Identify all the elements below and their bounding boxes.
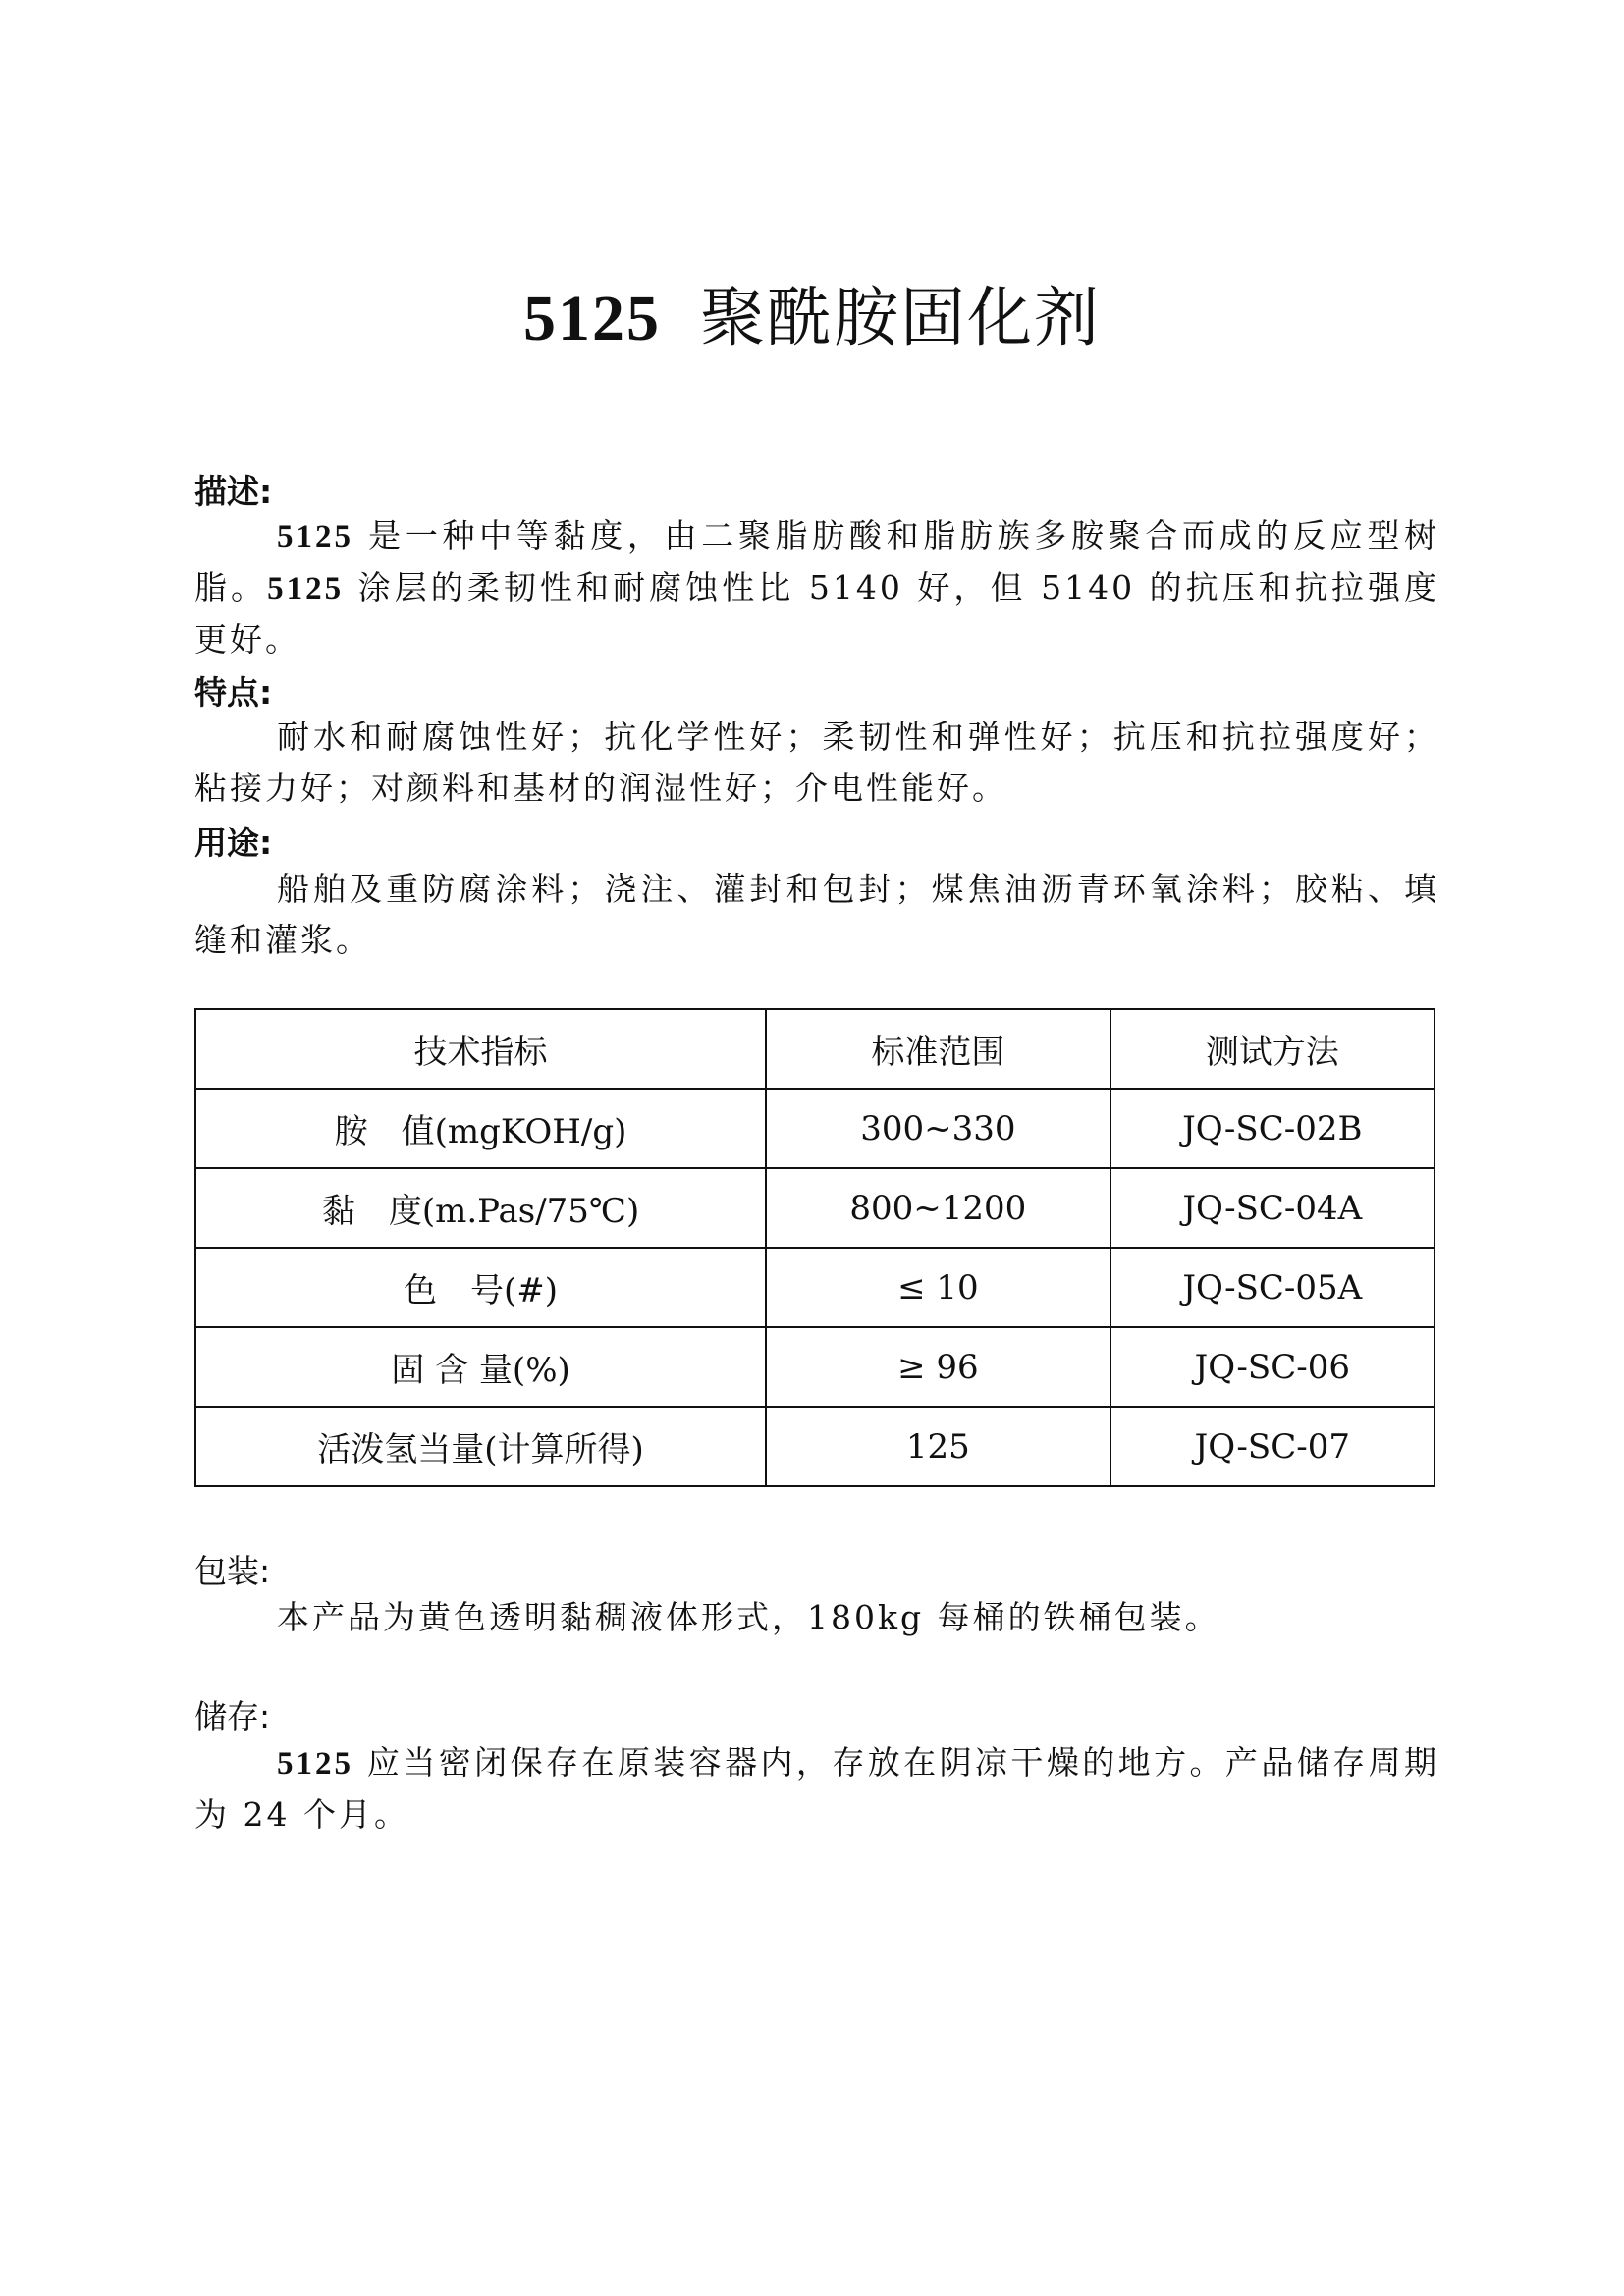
description-code-2: 5125 — [267, 571, 345, 607]
packaging-text: 本产品为黄色透明黏稠液体形式，180kg 每桶的铁桶包装。 — [277, 1598, 1220, 1636]
description-heading: 描述: — [194, 472, 273, 510]
packaging-heading: 包装: — [194, 1552, 271, 1590]
table-cell: 300~330 — [766, 1089, 1110, 1168]
table-cell: 800~1200 — [766, 1168, 1110, 1248]
table-cell: 固 含 量(%) — [195, 1327, 766, 1407]
table-row — [195, 1407, 1435, 1486]
header-indicator: 技术指标 — [195, 1009, 766, 1089]
features-text: 耐水和耐腐蚀性好；抗化学性好；柔韧性和弹性好；抗压和抗拉强度好；粘接力好；对颜料和基材的润湿性好；介电性能好。 — [194, 718, 1439, 807]
product-code: 5125 — [523, 283, 661, 354]
table-cell: 活泼氢当量(计算所得) — [195, 1407, 766, 1486]
table-cell: 125 — [766, 1407, 1110, 1486]
uses-heading: 用途: — [194, 824, 273, 862]
table-cell: 胺 值(mgKOH/g) — [195, 1089, 766, 1168]
table-cell: 黏 度(m.Pas/75℃) — [195, 1168, 766, 1248]
table-header-row — [195, 1009, 1435, 1089]
table-row — [195, 1168, 1435, 1248]
table-cell: ≤ 10 — [766, 1248, 1110, 1327]
table-cell: ≥ 96 — [766, 1327, 1110, 1407]
storage-heading: 储存: — [194, 1697, 271, 1735]
description-text: 5125 是一种中等黏度，由二聚脂肪酸和脂肪族多胺聚合而成的反应型树脂。5125 涂层的柔韧性和耐腐蚀性比 5140 好，但 5140 的抗压和抗拉强度更好。 — [194, 516, 1439, 659]
product-name: 聚酰胺固化剂 — [700, 280, 1101, 355]
features-heading: 特点: — [194, 673, 273, 712]
table-cell: JQ-SC-04A — [1110, 1168, 1435, 1248]
description-code: 5125 — [277, 519, 353, 555]
table-cell: JQ-SC-05A — [1110, 1248, 1435, 1327]
storage-code: 5125 — [277, 1746, 353, 1782]
page-title — [0, 265, 1624, 358]
uses-text: 船舶及重防腐涂料；浇注、灌封和包封；煤焦油沥青环氧涂料；胶粘、填缝和灌浆。 — [194, 870, 1439, 959]
table-cell: JQ-SC-07 — [1110, 1407, 1435, 1486]
header-range: 标准范围 — [766, 1009, 1110, 1089]
storage-text: 5125 应当密闭保存在原装容器内，存放在阴凉干燥的地方。产品储存周期为 24 个月。 — [194, 1743, 1439, 1834]
table-row — [195, 1089, 1435, 1168]
table-cell: 色 号(#) — [195, 1248, 766, 1327]
table-cell: JQ-SC-06 — [1110, 1327, 1435, 1407]
table-row — [195, 1248, 1435, 1327]
table-cell: JQ-SC-02B — [1110, 1089, 1435, 1168]
table-row — [195, 1327, 1435, 1407]
spec-table — [194, 1008, 1435, 1487]
header-method: 测试方法 — [1110, 1009, 1435, 1089]
